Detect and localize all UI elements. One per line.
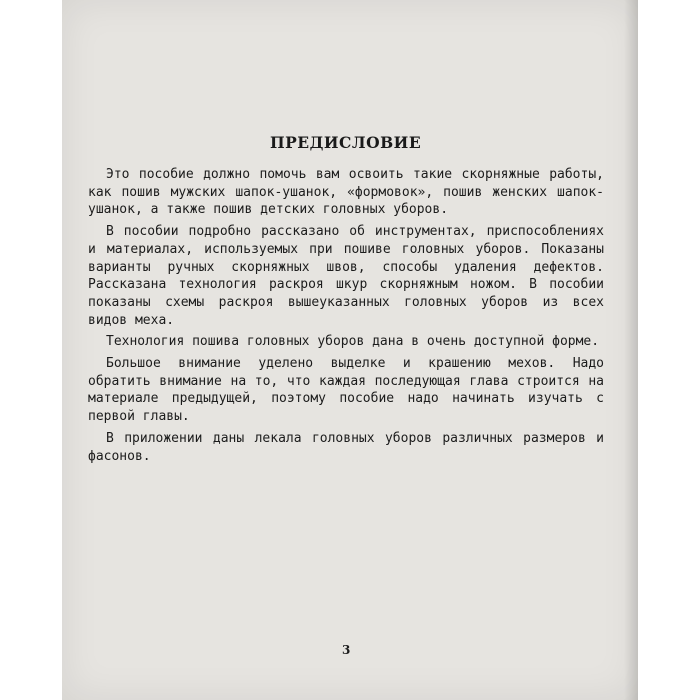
page-number: 3 [342, 643, 351, 657]
page-heading: ПРЕДИСЛОВИЕ [270, 133, 422, 152]
paragraph: В пособии подробно рассказано об инструментах, приспособлениях и материалах, используемых при пошиве головных уборов. Показаны варианты ручных скорняжных швов, способы удаления дефектов. Рассказана технология раскроя шкур скорняжным ножом. В пособии показаны схемы раскроя вышеуказанных головных уборов из всех видов меха. [88, 224, 604, 328]
paragraph: Большое внимание уделено выделке и крашению мехов. Надо обратить внимание на то, что каждая последующая глава строится на материале предыдущей, поэтому пособие надо начинать изучать с первой главы. [88, 356, 604, 425]
paragraph: Технология пошива головных уборов дана в очень доступной форме. [106, 334, 600, 350]
book-page [62, 0, 638, 700]
paragraph: В приложении даны лекала головных уборов различных размеров и фасонов. [88, 430, 604, 464]
preface-body [88, 166, 604, 469]
paragraph: Это пособие должно помочь вам освоить такие скорняжные работы, как пошив мужских шапок-ушанок, «формовок», пошив женских шапок-ушанок, а также пошив детских головных уборов. [88, 167, 604, 218]
